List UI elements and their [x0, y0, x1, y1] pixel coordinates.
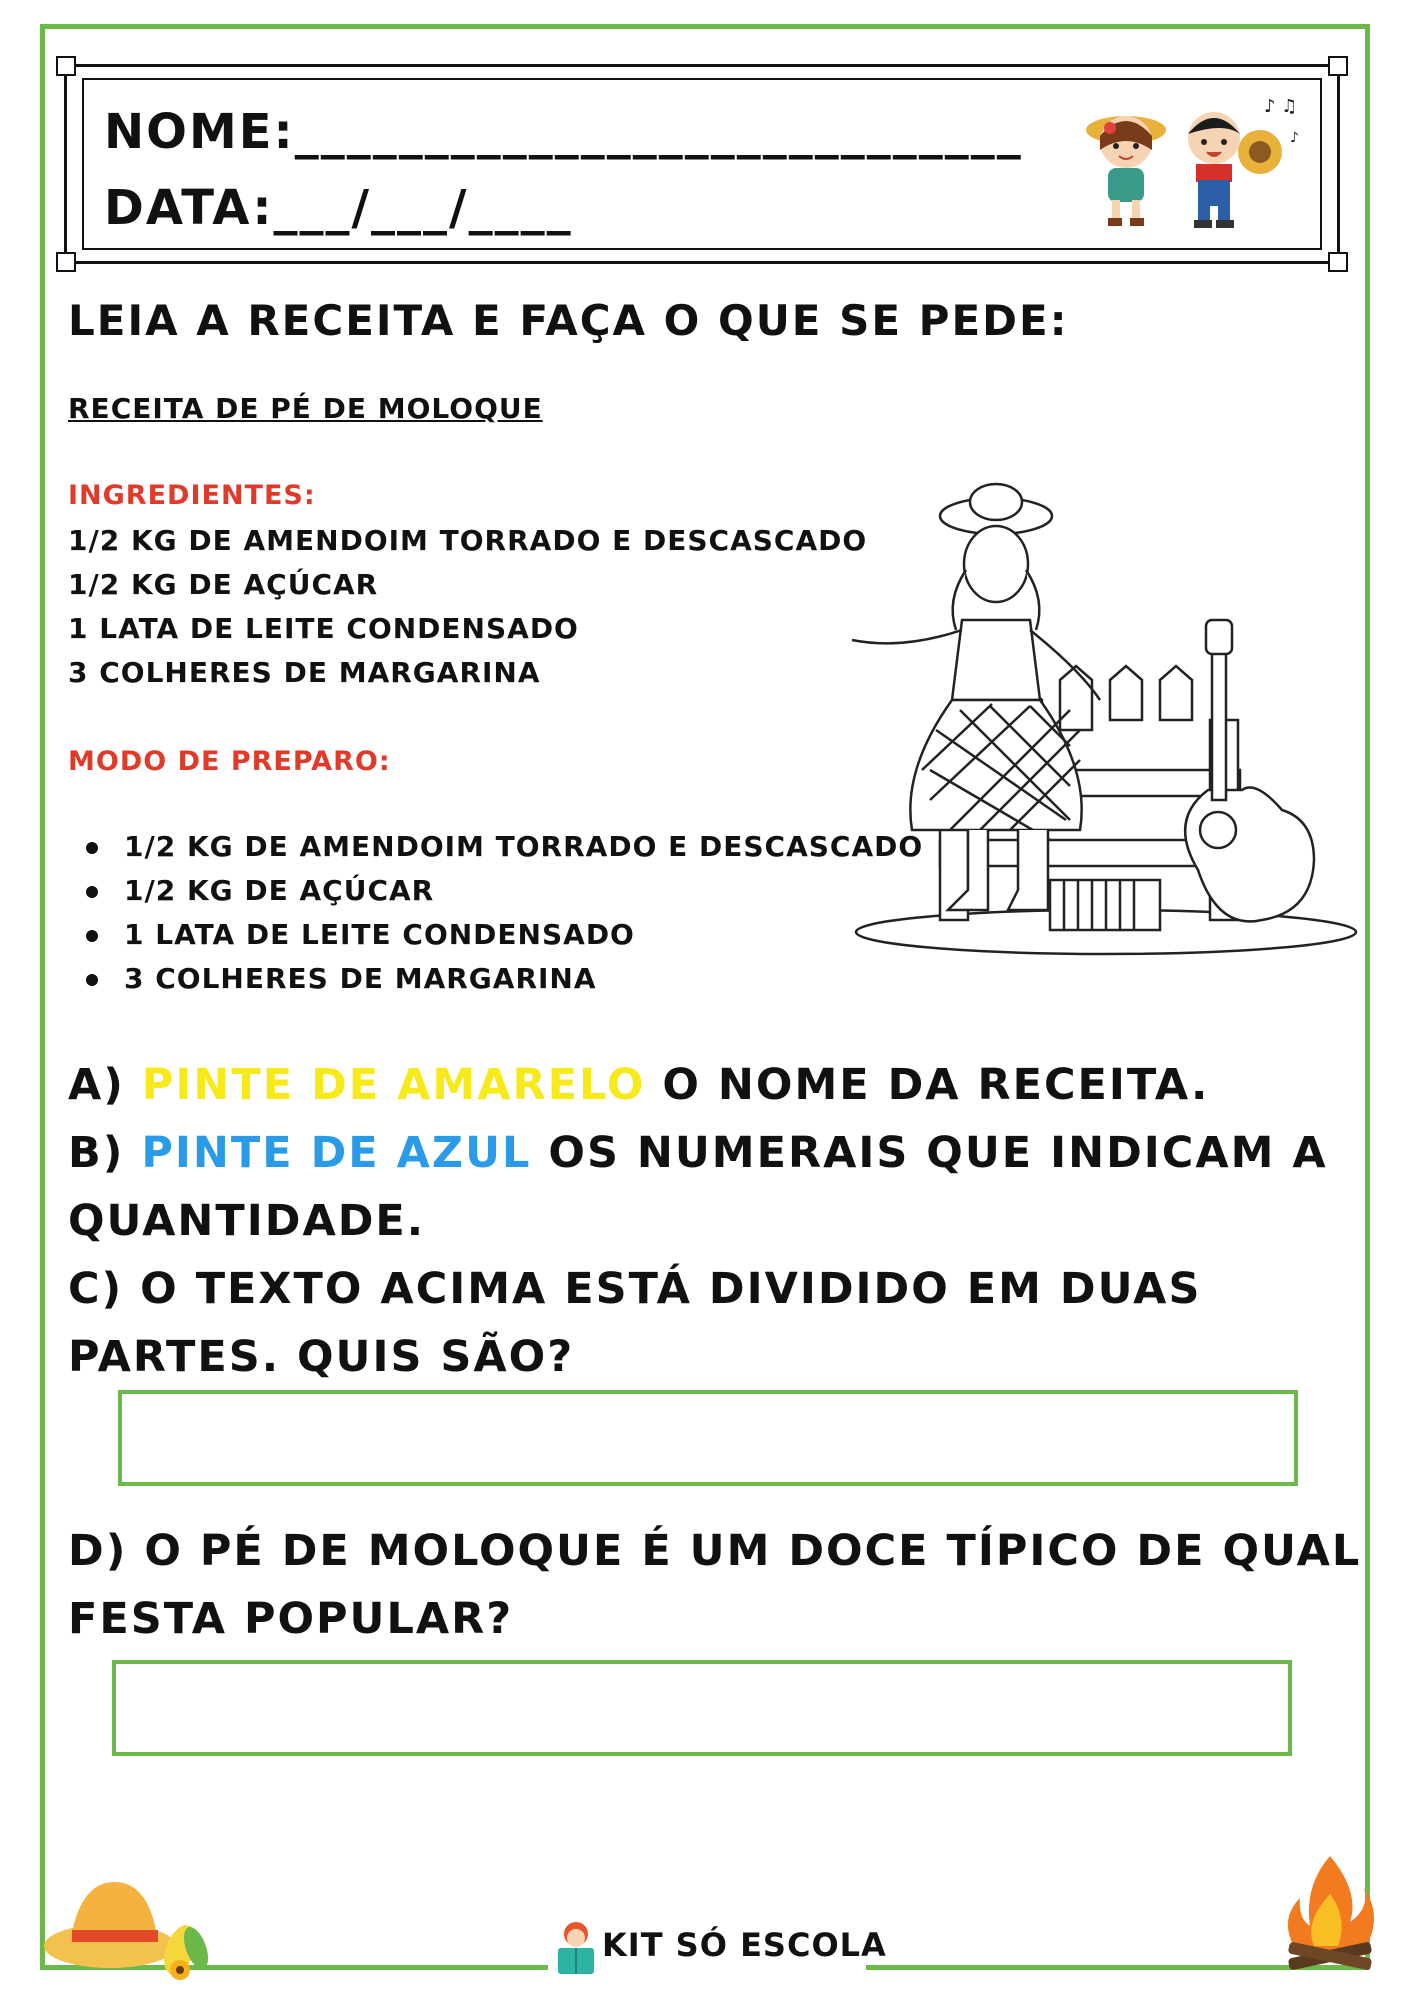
- question-b-highlight: PINTE DE AZUL: [141, 1128, 532, 1178]
- question-a-highlight: PINTE DE AMARELO: [141, 1060, 646, 1110]
- frame-corner: [56, 56, 76, 76]
- ingredient-item: 1 LATA DE LEITE CONDENSADO: [68, 612, 579, 645]
- question-a: [68, 1060, 1209, 1110]
- preparation-item: 1 LATA DE LEITE CONDENSADO: [124, 918, 635, 951]
- bullet: [86, 886, 98, 898]
- frame-corner: [1328, 56, 1348, 76]
- date-field[interactable]: DATA:___/___/____: [104, 180, 573, 236]
- question-a-prefix: A): [68, 1060, 125, 1110]
- preparation-item: 1/2 KG DE AMENDOIM TORRADO E DESCASCADO: [124, 830, 924, 863]
- question-c: C) O TEXTO ACIMA ESTÁ DIVIDIDO EM DUAS: [68, 1264, 1202, 1314]
- reading-child-icon: [554, 1918, 598, 1978]
- question-d-line2: FESTA POPULAR?: [68, 1594, 514, 1644]
- ingredient-item: 1/2 KG DE AÇÚCAR: [68, 568, 379, 601]
- preparation-heading: MODO DE PREPARO:: [68, 746, 391, 777]
- name-field[interactable]: NOME:____________________________: [104, 104, 1023, 160]
- recipe-title: RECEITA DE PÉ DE MOLOQUE: [68, 392, 543, 425]
- frame-corner: [1328, 252, 1348, 272]
- bonfire-icon: [1282, 1850, 1378, 1978]
- question-b: [68, 1128, 1328, 1178]
- question-c-line2: PARTES. QUIS SÃO?: [68, 1332, 575, 1382]
- question-a-text: O NOME DA RECEITA.: [662, 1060, 1210, 1110]
- ingredients-heading: INGREDIENTES:: [68, 480, 316, 511]
- answer-box-d[interactable]: [112, 1660, 1292, 1756]
- answer-box-c[interactable]: [118, 1390, 1298, 1486]
- bullet: [86, 974, 98, 986]
- question-b-prefix: B): [68, 1128, 125, 1178]
- bullet: [86, 930, 98, 942]
- straw-hat-icon: [40, 1870, 220, 1982]
- ingredient-item: 1/2 KG DE AMENDOIM TORRADO E DESCASCADO: [68, 524, 868, 557]
- question-b-line2: QUANTIDADE.: [68, 1196, 426, 1246]
- kids-illustration: [1064, 92, 1314, 232]
- preparation-item: 3 COLHERES DE MARGARINA: [124, 962, 597, 995]
- svg-text:♪ ♫: ♪ ♫: [1264, 96, 1298, 117]
- girl-dancing-illustration: [850, 480, 1362, 960]
- svg-text:♪: ♪: [1290, 130, 1299, 146]
- question-b-text: OS NUMERAIS QUE INDICAM A: [548, 1128, 1328, 1178]
- frame-corner: [56, 252, 76, 272]
- preparation-item: 1/2 KG DE AÇÚCAR: [124, 874, 435, 907]
- bullet: [86, 842, 98, 854]
- question-d: D) O PÉ DE MOLOQUE É UM DOCE TÍPICO DE QUAL: [68, 1526, 1362, 1576]
- ingredient-item: 3 COLHERES DE MARGARINA: [68, 656, 541, 689]
- page-title: LEIA A RECEITA E FAÇA O QUE SE PEDE:: [68, 296, 1069, 345]
- logo-text: KIT SÓ ESCOLA: [602, 1926, 887, 1964]
